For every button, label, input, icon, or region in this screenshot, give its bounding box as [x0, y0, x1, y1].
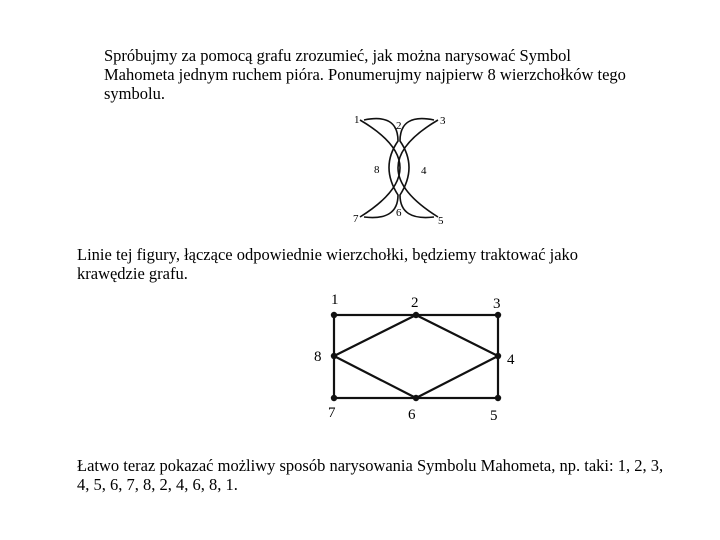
graph-label-1: 1 — [331, 292, 339, 308]
graph-vertex-5 — [495, 395, 501, 401]
symbol-label-4: 4 — [421, 165, 427, 177]
graph-figure — [300, 285, 530, 435]
graph-label-7: 7 — [328, 405, 336, 421]
symbol-label-3: 3 — [440, 115, 446, 127]
mahomet-symbol-figure — [340, 105, 460, 230]
graph-label-2: 2 — [411, 295, 419, 311]
graph-vertex-6 — [413, 395, 419, 401]
graph-label-4: 4 — [507, 352, 515, 368]
graph-label-3: 3 — [493, 296, 501, 312]
symbol-label-6: 6 — [396, 207, 402, 219]
graph-label-8: 8 — [314, 349, 322, 365]
solution-paragraph: Łatwo teraz pokazać możliwy sposób narysowania Symbolu Mahometa, np. taki: 1, 2, 3, 4, 5, 6, 7, 8, 2, 4, 6, 8, 1. — [77, 456, 664, 494]
graph-outer-rectangle — [334, 315, 498, 398]
symbol-left-arc — [360, 120, 400, 217]
symbol-label-7: 7 — [353, 213, 359, 225]
symbol-right-arc — [398, 120, 438, 217]
graph-vertex-7 — [331, 395, 337, 401]
graph-label-5: 5 — [490, 408, 498, 424]
graph-vertex-4 — [495, 353, 501, 359]
graph-inner-rhombus — [334, 315, 498, 398]
symbol-label-8: 8 — [374, 164, 380, 176]
graph-vertex-2 — [413, 312, 419, 318]
symbol-left-inner-arc — [364, 119, 398, 218]
graph-vertex-3 — [495, 312, 501, 318]
edges-paragraph: Linie tej figury, łączące odpowiednie wierzchołki, będziemy traktować jako krawędzie grafu. — [77, 245, 579, 283]
intro-paragraph: Spróbujmy za pomocą grafu zrozumieć, jak można narysować Symbol Mahometa jednym ruchem pióra. Ponumerujmy najpierw 8 wierzchołków tego symbolu. — [104, 46, 626, 103]
graph-label-6: 6 — [408, 407, 416, 423]
symbol-right-inner-arc — [400, 119, 434, 218]
symbol-label-5: 5 — [438, 215, 444, 227]
graph-vertex-1 — [331, 312, 337, 318]
symbol-label-2: 2 — [396, 120, 402, 132]
graph-vertex-8 — [331, 353, 337, 359]
symbol-label-1: 1 — [354, 114, 360, 126]
